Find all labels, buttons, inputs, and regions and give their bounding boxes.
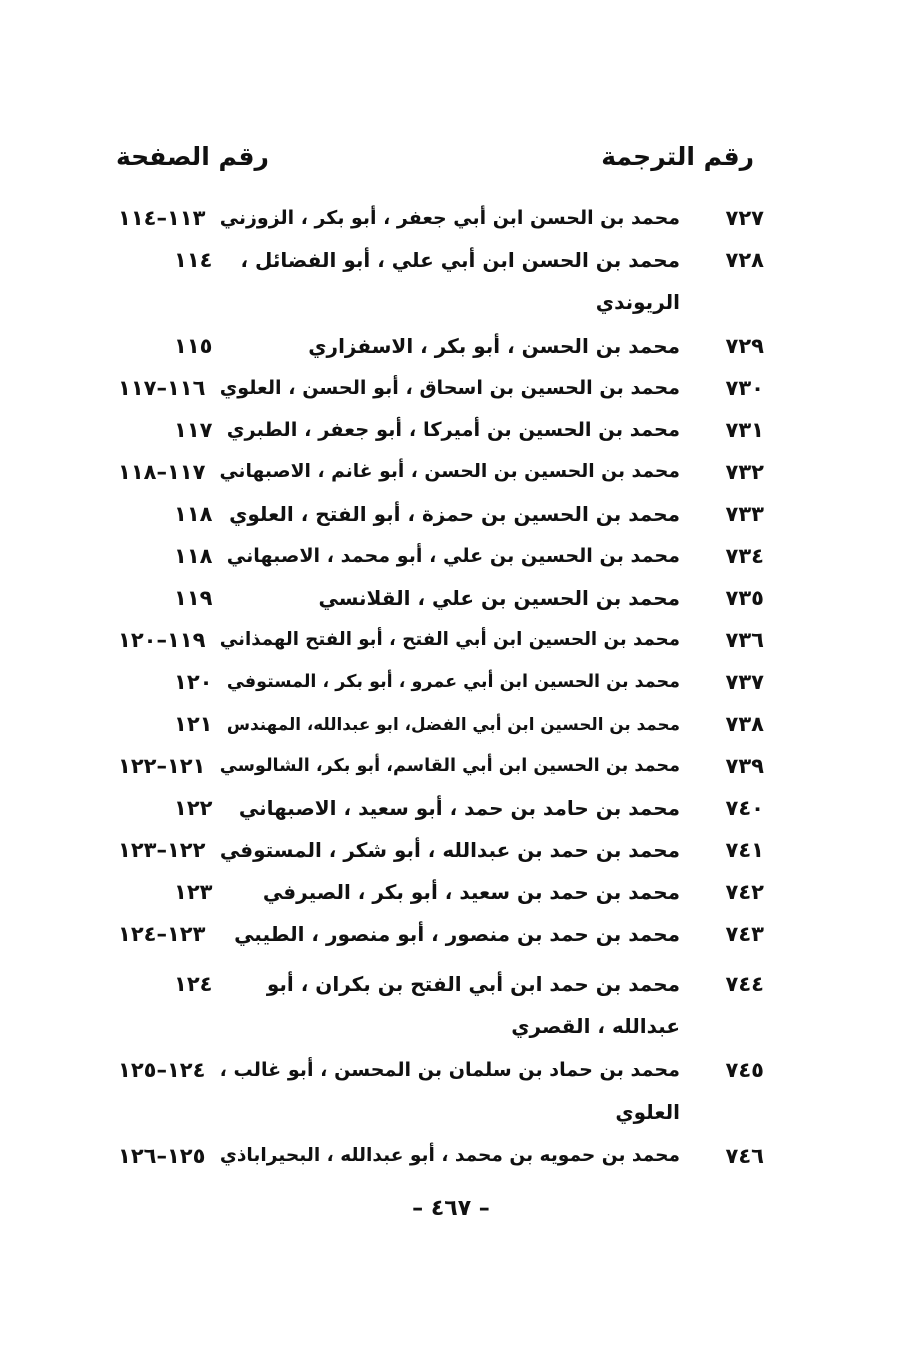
entry-name: محمد بن الحسين بن حمزة ، أبو الفتح ، العلوي bbox=[229, 502, 680, 526]
entry-number: ٧٣١ bbox=[725, 418, 764, 442]
index-entry bbox=[118, 240, 764, 326]
index-entry bbox=[118, 620, 764, 662]
entry-name: محمد بن الحسين بن اسحاق ، أبو الحسن ، العلوي bbox=[219, 376, 680, 399]
entry-name: محمد بن الحسين ابن أبي عمرو ، أبو بكر ، المستوفي bbox=[226, 672, 680, 692]
index-entry bbox=[118, 1136, 764, 1178]
index-entry bbox=[118, 368, 764, 410]
entry-name: محمد بن حمد بن منصور ، أبو منصور ، الطيبي bbox=[234, 922, 680, 946]
page-number: – ٤٦٧ – bbox=[412, 1196, 490, 1221]
entry-name-continued: العلوي bbox=[615, 1100, 680, 1124]
entry-number: ٧٣٤ bbox=[725, 544, 764, 568]
index-entry bbox=[118, 494, 764, 536]
entry-number: ٧٢٩ bbox=[725, 334, 764, 358]
entry-name: محمد بن حامد بن حمد ، أبو سعيد ، الاصبهاني bbox=[238, 796, 680, 820]
entry-page: ١٢٣ bbox=[174, 880, 213, 904]
index-entry bbox=[118, 964, 764, 1050]
entry-number: ٧٤٣ bbox=[725, 922, 764, 946]
entry-page: ١١٩–١٢٠ bbox=[118, 628, 206, 652]
entry-name: محمد بن الحسين بن الحسن ، أبو غانم ، الاصبهاني bbox=[219, 461, 680, 482]
entry-name: محمد بن حمد ابن أبي الفتح بن بكران ، أبو bbox=[266, 972, 680, 996]
entry-page: ١١٨ bbox=[174, 544, 213, 568]
index-entry bbox=[118, 746, 764, 788]
entry-page: ١٢٣–١٢٤ bbox=[118, 922, 206, 946]
entry-name: محمد بن حماد بن سلمان بن المحسن ، أبو غالب ، bbox=[219, 1058, 680, 1081]
entry-number: ٧٣٣ bbox=[725, 502, 764, 526]
entry-name: محمد بن الحسن ابن أبي علي ، أبو الفضائل ، bbox=[240, 248, 680, 272]
entry-page: ١٢٢ bbox=[174, 796, 213, 820]
entry-number: ٧٤٠ bbox=[725, 796, 764, 820]
entry-number: ٧٤٦ bbox=[725, 1144, 764, 1168]
entry-page: ١٢١–١٢٢ bbox=[118, 754, 206, 778]
entry-name: محمد بن الحسين ابن أبي الفضل، ابو عبدالله، المهندس bbox=[226, 714, 680, 734]
index-entry bbox=[118, 704, 764, 746]
entry-number: ٧٣٢ bbox=[725, 460, 764, 484]
entry-page: ١١٧ bbox=[174, 418, 213, 442]
entry-name-continued: الريوندي bbox=[595, 290, 680, 314]
entry-page: ١٢٤–١٢٥ bbox=[118, 1058, 206, 1082]
index-entry bbox=[118, 788, 764, 830]
entry-page: ١١٤ bbox=[174, 248, 213, 272]
entry-page: ١٢٢–١٢٣ bbox=[118, 838, 206, 862]
index-entry bbox=[118, 578, 764, 620]
entry-number: ٧٤٢ bbox=[725, 880, 764, 904]
entry-name: محمد بن الحسين ابن أبي الفتح ، أبو الفتح الهمذاني bbox=[219, 629, 680, 650]
entry-name: محمد بن الحسين ابن أبي القاسم، أبو بكر، الشالوسي bbox=[219, 756, 680, 776]
index-entry bbox=[118, 830, 764, 872]
entry-number: ٧٣٨ bbox=[725, 712, 764, 736]
entry-page: ١١٧–١١٨ bbox=[118, 460, 206, 484]
index-entry bbox=[118, 452, 764, 494]
index-entry bbox=[118, 536, 764, 578]
entry-page: ١٢١ bbox=[174, 712, 213, 736]
index-entry bbox=[118, 662, 764, 704]
entry-page: ١٢٥–١٢٦ bbox=[118, 1144, 206, 1168]
entry-page: ١١٣–١١٤ bbox=[118, 206, 206, 230]
entry-number: ٧٤٤ bbox=[725, 972, 764, 996]
entry-page: ١١٥ bbox=[174, 334, 213, 358]
entry-name: محمد بن الحسين بن علي ، القلانسي bbox=[318, 586, 680, 610]
entry-name: محمد بن حمد بن عبدالله ، أبو شكر ، المستوفي bbox=[219, 838, 680, 862]
entry-number: ٧٢٨ bbox=[725, 248, 764, 272]
entry-number: ٧٣٠ bbox=[725, 376, 764, 400]
index-entry bbox=[118, 198, 764, 240]
entry-name: محمد بن الحسين بن أميركا ، أبو جعفر ، الطبري bbox=[226, 418, 680, 441]
index-entry bbox=[118, 410, 764, 452]
entry-page: ١١٩ bbox=[174, 586, 213, 610]
index-entries bbox=[118, 198, 764, 1178]
entry-name: محمد بن الحسن ، أبو بكر ، الاسفزاري bbox=[308, 334, 680, 358]
entry-name: محمد بن الحسن ابن أبي جعفر ، أبو بكر ، الزوزني bbox=[219, 207, 680, 229]
entry-page: ١٢٠ bbox=[174, 670, 213, 694]
column-header-page-number: رقم الصفحة bbox=[116, 142, 269, 171]
entry-name: محمد بن حمويه بن محمد ، أبو عبدالله ، البحيراباذي bbox=[219, 1145, 680, 1166]
index-entry bbox=[118, 872, 764, 914]
index-entry bbox=[118, 914, 764, 956]
entry-number: ٧٣٩ bbox=[725, 754, 764, 778]
entry-number: ٧٤٥ bbox=[725, 1058, 764, 1082]
entry-number: ٧٢٧ bbox=[725, 206, 764, 230]
entry-page: ١١٨ bbox=[174, 502, 213, 526]
index-entry bbox=[118, 1050, 764, 1136]
entry-number: ٧٣٧ bbox=[725, 670, 764, 694]
column-header-entry-number: رقم الترجمة bbox=[601, 142, 754, 171]
entry-page: ١١٦–١١٧ bbox=[118, 376, 206, 400]
entry-number: ٧٣٥ bbox=[725, 586, 764, 610]
entry-page: ١٢٤ bbox=[174, 972, 213, 996]
index-entry bbox=[118, 326, 764, 368]
entry-name-continued: عبدالله ، القصري bbox=[511, 1014, 680, 1038]
entry-number: ٧٣٦ bbox=[725, 628, 764, 652]
entry-name: محمد بن حمد بن سعيد ، أبو بكر ، الصيرفي bbox=[262, 880, 680, 904]
entry-number: ٧٤١ bbox=[725, 838, 764, 862]
entry-name: محمد بن الحسين بن علي ، أبو محمد ، الاصبهاني bbox=[226, 544, 680, 567]
